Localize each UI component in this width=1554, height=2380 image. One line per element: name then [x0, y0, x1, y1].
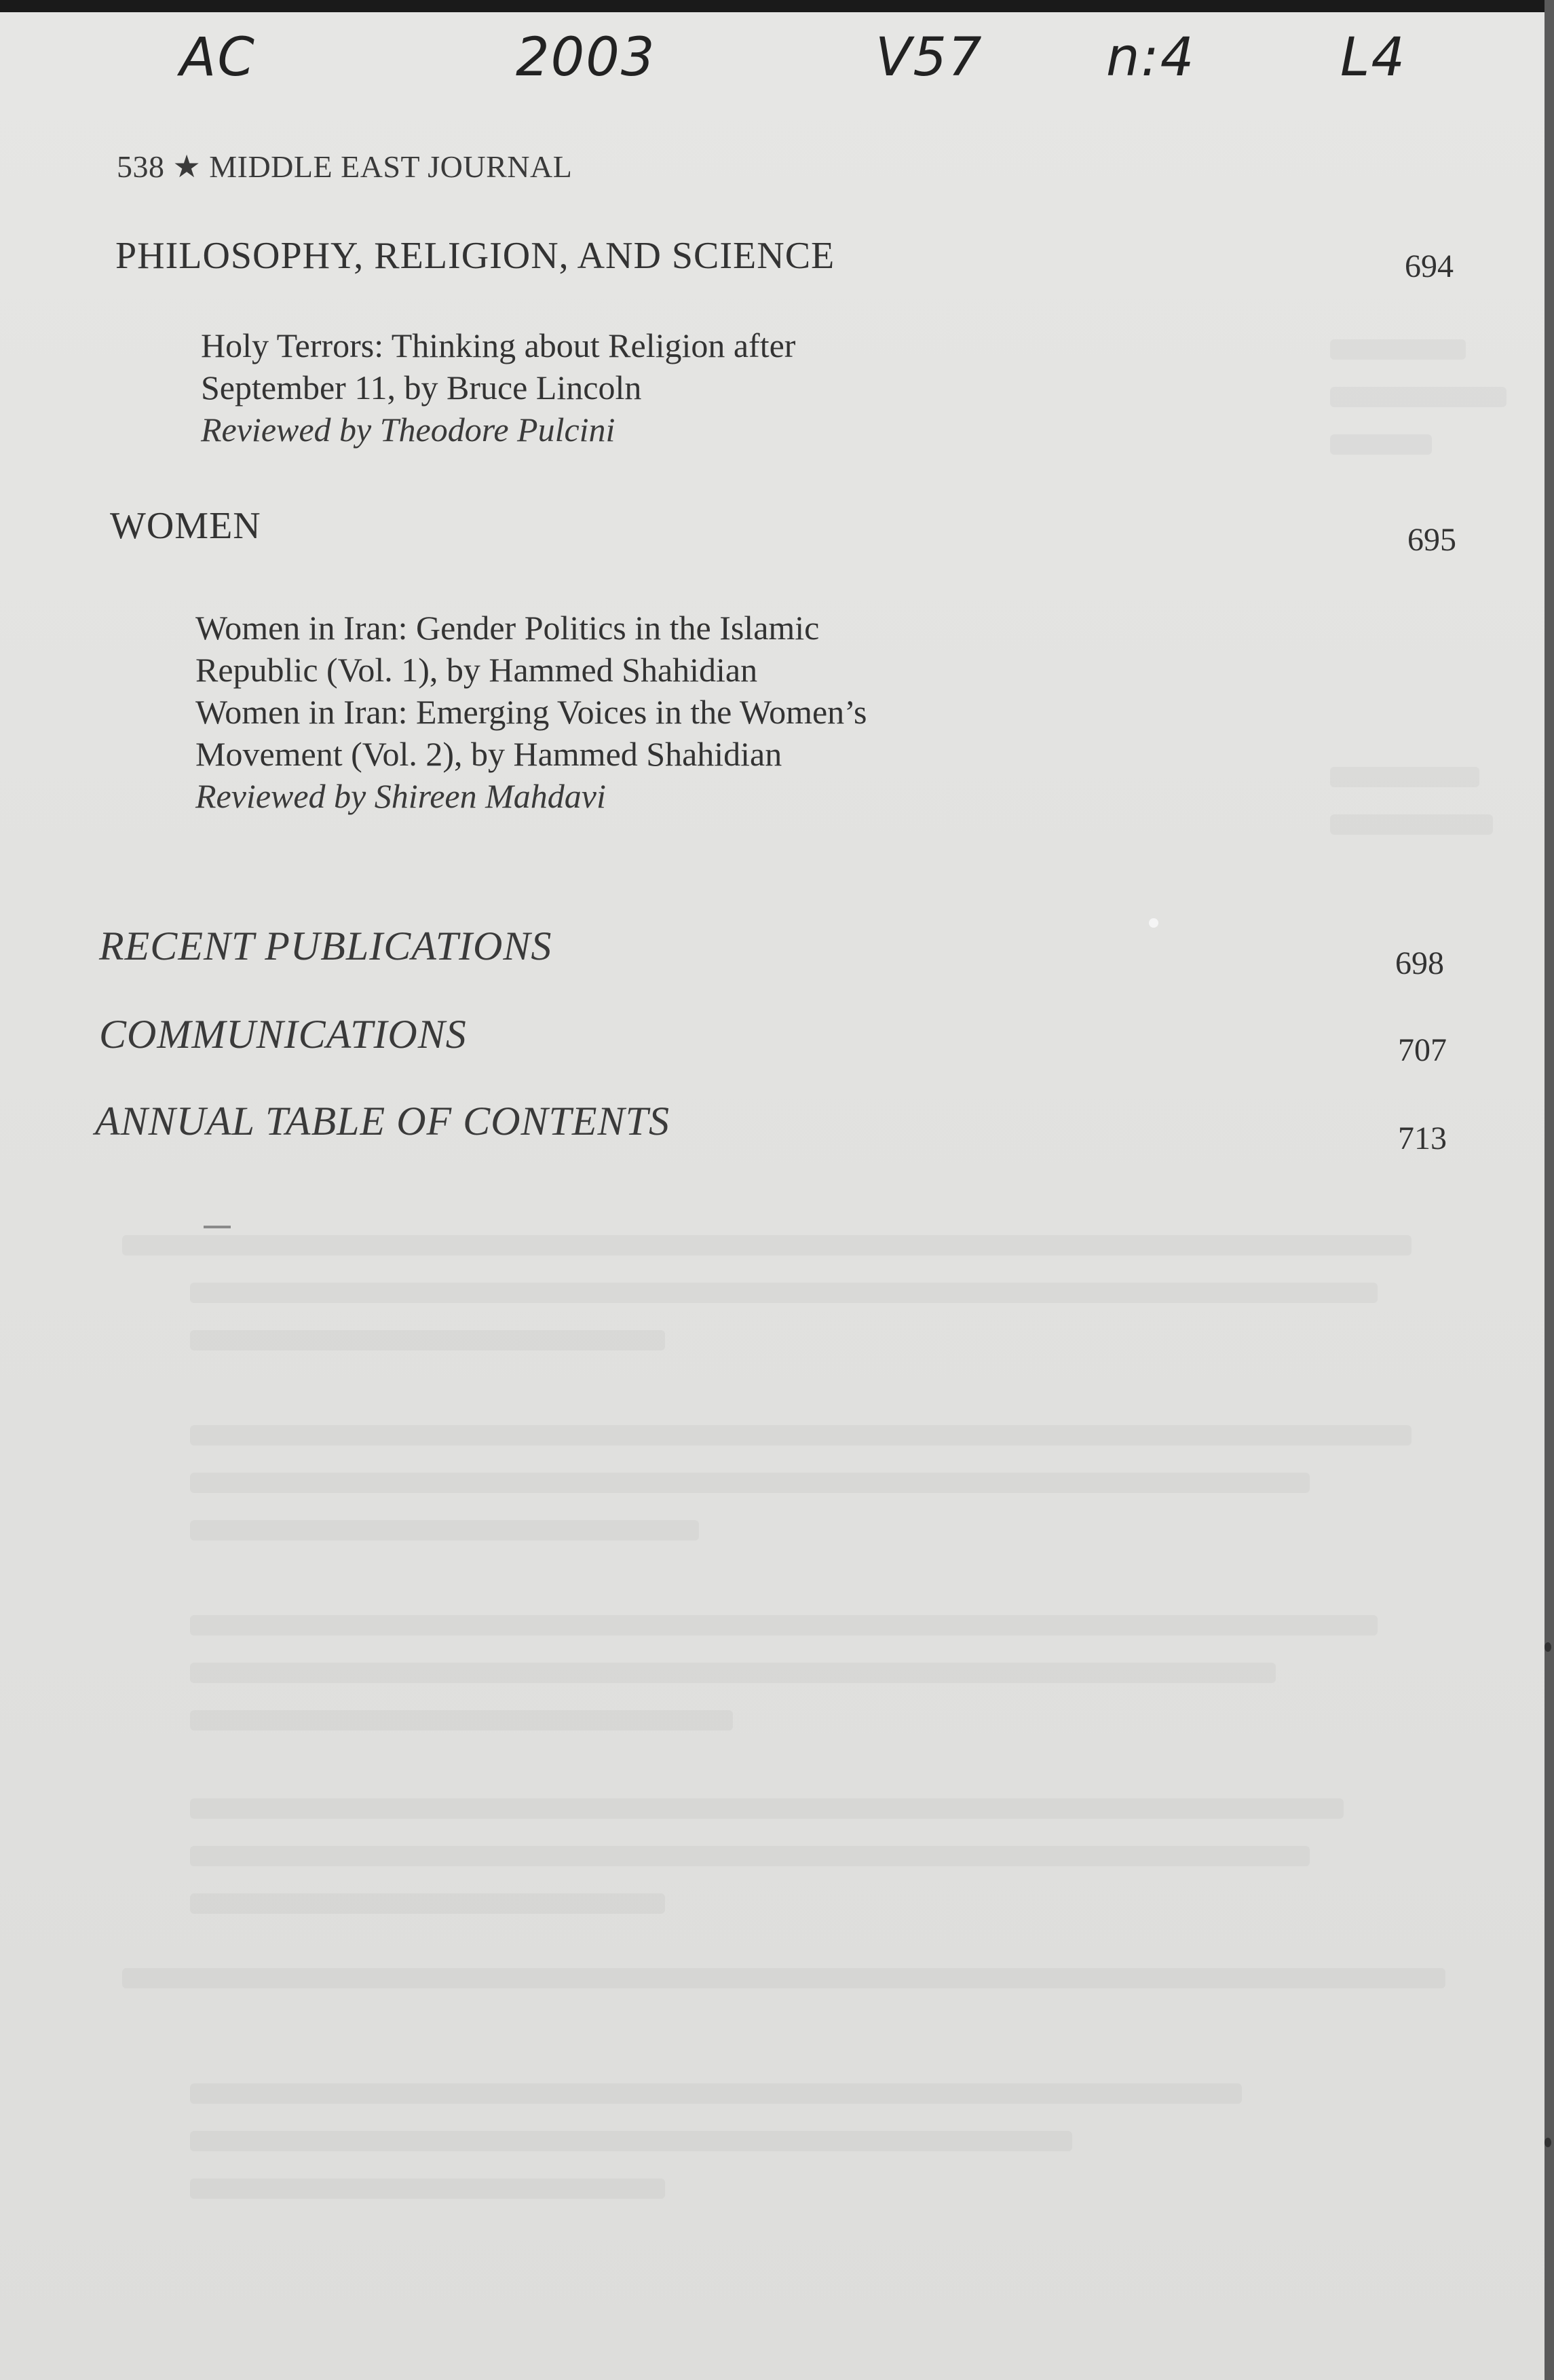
bleed-through: [190, 1283, 1378, 1303]
entry-line: Women in Iran: Gender Politics in the Islamic: [195, 609, 820, 647]
bleed-through: [190, 1615, 1378, 1636]
handwritten-number: n:4: [1106, 27, 1196, 88]
entry-reviewer: Reviewed by Theodore Pulcini: [201, 411, 615, 449]
scan-top-border: [0, 0, 1554, 12]
bleed-through: [190, 1798, 1344, 1819]
entry-line: Movement (Vol. 2), by Hammed Shahidian: [195, 735, 782, 773]
toc-entry-women-in-iran: [195, 607, 867, 817]
scan-speck: [1149, 918, 1158, 928]
bleed-through: [190, 1893, 665, 1914]
toc-entry-holy-terrors: [201, 324, 795, 451]
bleed-through: [1330, 339, 1466, 360]
entry-line: September 11, by Bruce Lincoln: [201, 369, 642, 407]
section-page-philosophy: 694: [1405, 248, 1454, 284]
divider-mark: [204, 1226, 231, 1228]
running-head: 538 ★ MIDDLE EAST JOURNAL: [117, 149, 573, 184]
bleed-through: [190, 2083, 1242, 2104]
bleed-through: [190, 1473, 1310, 1493]
bleed-through: [190, 1425, 1411, 1446]
bleed-through: [1330, 434, 1432, 455]
bleed-through: [190, 1846, 1310, 1866]
entry-line: Women in Iran: Emerging Voices in the Women’s: [195, 693, 867, 731]
heading-communications: COMMUNICATIONS: [99, 1012, 467, 1057]
bleed-through: [122, 1968, 1445, 1988]
heading-recent-publications: RECENT PUBLICATIONS: [99, 924, 552, 968]
page-recent-publications: 698: [1395, 945, 1444, 981]
bleed-through: [190, 1710, 733, 1731]
bleed-through: [190, 2131, 1072, 2151]
handwritten-location: L4: [1340, 27, 1407, 88]
entry-line: Republic (Vol. 1), by Hammed Shahidian: [195, 651, 758, 689]
handwritten-year: 2003: [516, 27, 656, 88]
page-communications: 707: [1398, 1032, 1447, 1068]
bleed-through: [190, 2178, 665, 2199]
bleed-through: [1330, 767, 1479, 787]
section-heading-philosophy: PHILOSOPHY, RELIGION, AND SCIENCE: [115, 235, 835, 277]
handwritten-class: AC: [180, 27, 256, 88]
bleed-through: [190, 1330, 665, 1350]
entry-line: Holy Terrors: Thinking about Religion after: [201, 326, 796, 364]
scan-right-border: [1544, 0, 1554, 2380]
bleed-through: [122, 1235, 1411, 1255]
bleed-through: [1330, 387, 1506, 407]
page-annual-toc: 713: [1398, 1120, 1447, 1156]
section-heading-women: WOMEN: [110, 505, 261, 547]
scan-edge-mark: [1544, 1642, 1551, 1652]
scan-edge-mark: [1544, 2138, 1551, 2147]
bleed-through: [190, 1520, 699, 1541]
heading-annual-toc: ANNUAL TABLE OF CONTENTS: [95, 1099, 670, 1144]
entry-reviewer: Reviewed by Shireen Mahdavi: [195, 777, 606, 815]
bleed-through: [1330, 814, 1493, 835]
bleed-through: [190, 1663, 1276, 1683]
handwritten-volume: V57: [875, 27, 983, 88]
section-page-women: 695: [1407, 522, 1456, 558]
